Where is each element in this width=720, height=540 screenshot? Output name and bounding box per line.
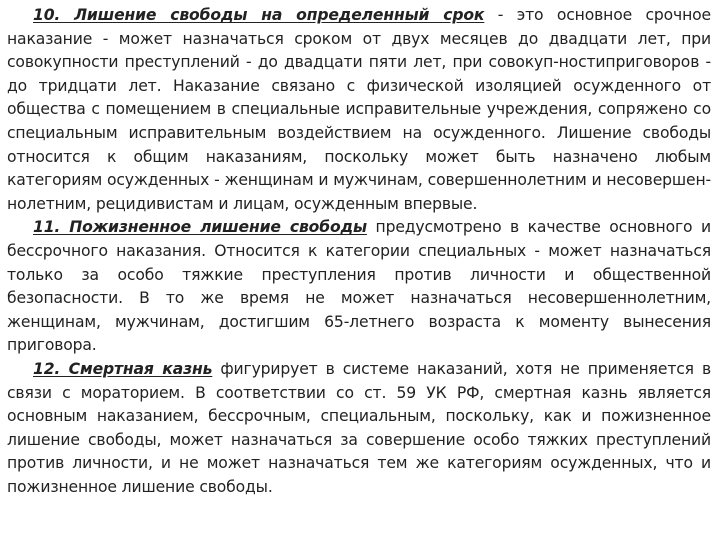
paragraph-body: - это основное срочное наказание - может назначаться сроком от двух месяцев до двадцати лет, при совокупности преступлений - до двадцати пяти лет, при совокуп-ностиприговоров - до тридцати лет. Наказание связано с физической изоляцией осужденного от общества с помещением в специальные исправительные учреждения, сопряжено со специальным исправительным воздействием на осужденного. Лишение свободы относится к общим наказаниям, поскольку может быть назначено любым категориям осужденных - женщинам и мужчинам, совершеннолетним и несовершен-нолетним, рецидивистам и лицам, осужденным впервые.	[7, 6, 711, 213]
paragraph-death-penalty	[7, 358, 711, 500]
paragraph-heading: 10. Лишение свободы на определенный срок	[33, 6, 485, 24]
paragraph-body: предусмотрено в качестве основного и бессрочного наказания. Относится к категории специальных - может назначаться только за особо тяжкие преступления против личности и общественной безопасности. В то же время не может назначаться несовершеннолетним, женщинам, мужчинам, достигшим 65-летнего возраста к моменту вынесения приговора.	[7, 218, 711, 355]
paragraph-heading: 12. Смертная казнь	[33, 359, 213, 378]
paragraph-deprivation-of-liberty	[7, 4, 711, 216]
document-page	[7, 4, 711, 499]
paragraph-life-imprisonment	[7, 216, 711, 358]
paragraph-body: фигурирует в системе наказаний, хотя не применяется в связи с мораторием. В соответствии со ст. 59 УК РФ, смертная казнь является основным наказанием, бессрочным, специальным, поскольку, как и пожизненное лишение свободы, может назначаться за совершение особо тяжких преступлений против личности, и не может назначаться тем же категориям осужденных, что и пожизненное лишение свободы.	[7, 359, 711, 496]
paragraph-heading: 11. Пожизненное лишение свободы	[33, 218, 367, 237]
